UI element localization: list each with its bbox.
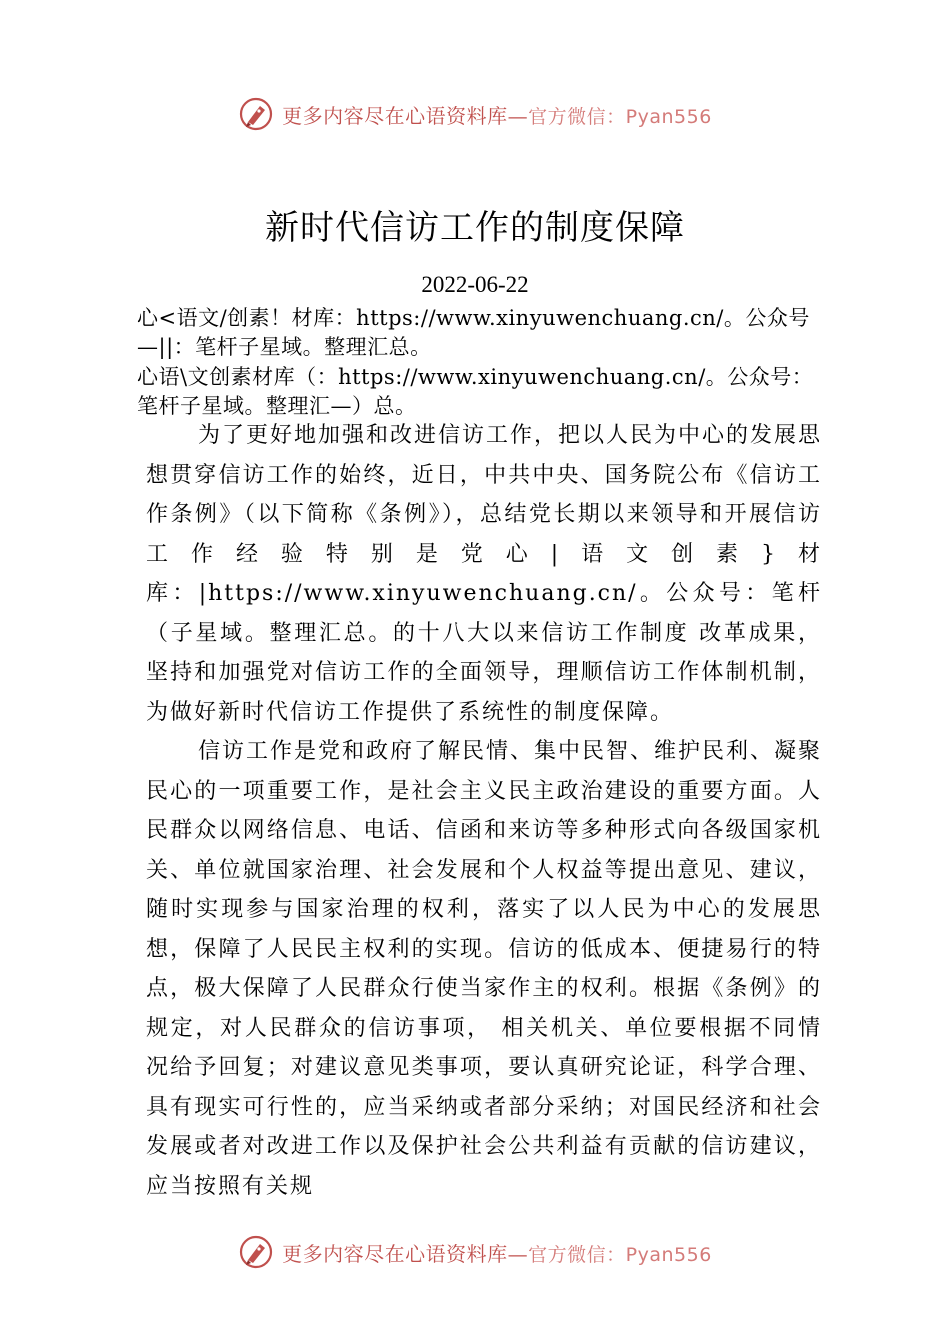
document-title: 新时代信访工作的制度保障 (265, 208, 685, 248)
paragraph-text: 信访工作是党和政府了解民情、集中民智、维护民利、凝聚民心的一项重要工作，是社会主义民主政治建设的重要方面。人民群众以网络信息、电话、信函和来访等多种形式向各级国家机关、单位就国家治理、社会发展和个人权益等提出意见、建议，随时实现参与国家治理的权利，落实了以人民为中心的发展思想，保障了人民民主权利的实现。信访的低成本、便捷易行的特点，极大保障了人民群众行使当家作主的权利。根据《条例》的规定，对人民群众的信访事项， 相关机关、单位要根据不同情况给予回复；对建议意见类事项，要认真研究论证，科学合理、具有现实可行性的，应当采纳或者部分采纳；对国民经济和社会发展或者对改进工作以及保护社会公共利益有贡献的信访建议，应当按照有关规 (146, 739, 823, 1199)
pen-nib-logo-icon (238, 96, 274, 132)
footer-banner-wechat: 官方微信：Pyan556 (528, 1243, 712, 1266)
body-paragraph-1 (146, 416, 822, 732)
pen-nib-logo-icon (238, 1234, 274, 1270)
footer-banner-text (282, 1238, 712, 1267)
source-note-1: 心<语文/创素！材库：https://www.xinyuwenchuang.cn/。公众号—||：笔杆子星域。整理汇总。 (137, 306, 810, 359)
body-paragraph-2 (146, 732, 822, 1206)
footer-banner-main: 更多内容尽在心语资料库— (282, 1241, 529, 1266)
source-note-2: 心语\文创素材库（：https://www.xinyuwenchuang.cn/。公众号：笔杆子星域。整理汇—）总。 (137, 365, 814, 418)
header-banner-text (282, 100, 712, 129)
header-banner (0, 92, 950, 136)
footer-banner (0, 1230, 950, 1274)
document-date: 2022-06-22 (421, 272, 529, 297)
paragraph-text: 为了更好地加强和改进信访工作，把以人民为中心的发展思想贯穿信访工作的始终，近日，中共中央、国务院公布《信访工作条例》（以下简称《条例》），总结党长期以来领导和开展信访工作经验特别是党心|语文创素}材库：|https://www.xinyuwenchuang.cn/。公众号：笔杆（子星域。整理汇总。的十八大以来信访工作制度 改革成果，坚持和加强党对信访工作的全面领导，理顺信访工作体制机制，为做好新时代信访工作提供了系统性的制度保障。 (146, 423, 823, 725)
header-banner-main: 更多内容尽在心语资料库— (282, 103, 529, 128)
header-banner-wechat: 官方微信：Pyan556 (528, 105, 712, 128)
